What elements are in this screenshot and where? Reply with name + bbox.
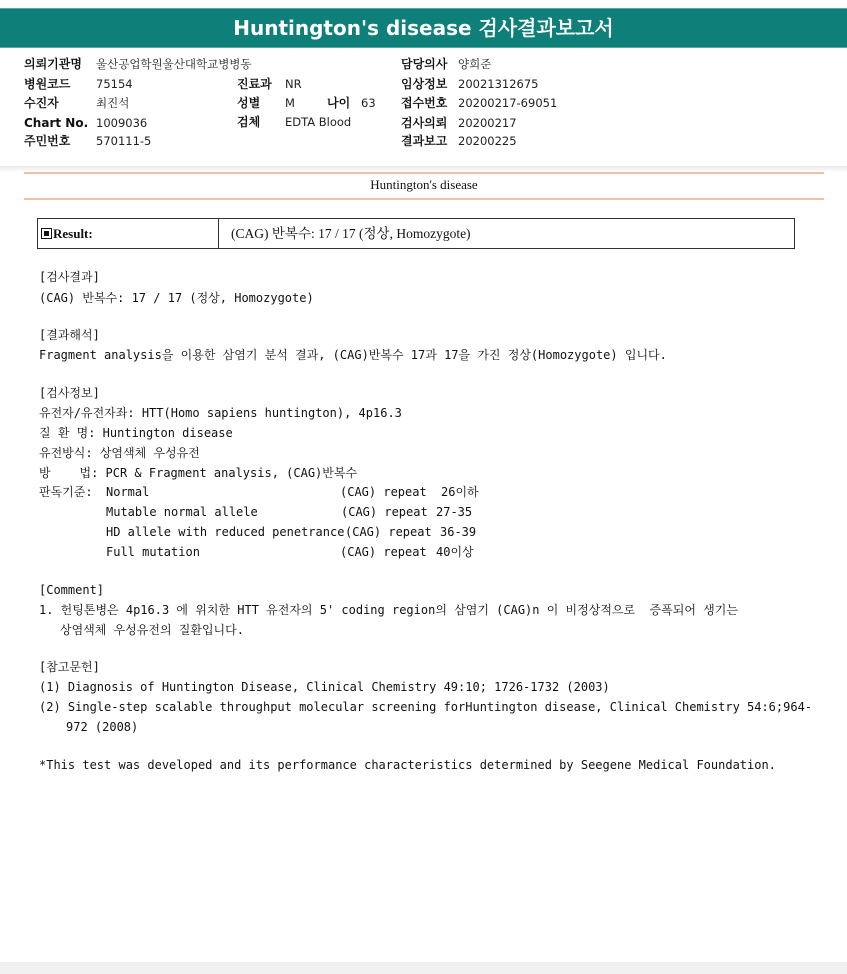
criteria-type: (CAG) repeat	[340, 485, 427, 499]
result-value: (CAG) 반복수: 17 / 17 (정상, Homozygote)	[231, 226, 471, 241]
reference-1: (1) Diagnosis of Huntington Disease, Clinical Chemistry 49:10; 1726-1732 (2003)	[39, 680, 610, 694]
report-subtitle: Huntington's disease	[370, 177, 478, 192]
field-hospital-code: 병원코드 75154	[24, 77, 133, 91]
field-resident-no: 주민번호 570111-5	[24, 134, 152, 148]
interpretation-text: Fragment analysis을 이용한 삼염기 분석 결과, (CAG)반복수 17과 17을 가진 정상(Homozygote) 입니다.	[39, 348, 667, 362]
field-report-date: 결과보고 20200225	[401, 134, 517, 148]
report-header	[0, 0, 847, 167]
criteria-range: 26이하	[441, 485, 479, 499]
result-label-cell: Result:	[38, 219, 219, 248]
criteria-name: HD allele with reduced penetrance	[106, 525, 345, 539]
section-heading-references: [참고문헌]	[39, 660, 100, 674]
info-disease: 질 환 명: Huntington disease	[39, 426, 233, 440]
info-inheritance: 유전방식: 상염색체 우성유전	[39, 446, 200, 460]
result-text: (CAG) 반복수: 17 / 17 (정상, Homozygote)	[39, 291, 314, 305]
info-gene: 유전자/유전자좌: HTT(Homo sapiens huntington), 4p16.3	[39, 406, 402, 420]
field-request-date: 검사의뢰 20200217	[401, 116, 517, 130]
criteria-type: (CAG) repeat	[345, 525, 432, 539]
reference-2: (2) Single-step scalable throughput molecular screening forHuntington disease, Clinical Chemistry 54:6;964-	[39, 700, 813, 714]
criteria-type: (CAG) repeat	[340, 545, 427, 559]
field-clinical-info: 임상정보 20021312675	[401, 77, 539, 91]
field-specimen: 검체 EDTA Blood	[237, 115, 352, 129]
bottom-strip	[0, 962, 847, 974]
field-department: 진료과 NR	[237, 77, 302, 91]
field-sex: 성별 M	[237, 96, 295, 110]
field-receipt-no: 접수번호 20200217-69051	[401, 96, 558, 110]
section-heading-interpretation: [결과해석]	[39, 328, 100, 342]
report-title-bar: Huntington's disease 검사결과보고서	[0, 8, 847, 48]
footnote: *This test was developed and its performance characteristics determined by Seegene Medical Foundation.	[39, 758, 776, 772]
bottom-rule	[24, 198, 824, 200]
comment-line-2: 상염색체 우성유전의 질환입니다.	[60, 623, 244, 637]
field-chart-no: Chart No. 1009036	[24, 116, 148, 130]
field-patient: 수진자 최진석	[24, 96, 130, 110]
field-age: 나이 63	[327, 96, 376, 110]
comment-line-1: 1. 헌팅톤병은 4p16.3 에 위치한 HTT 유전자의 5' coding region의 삼염기 (CAG)n 이 비정상적으로 증폭되어 생기는	[39, 603, 738, 617]
section-heading-comment: [Comment]	[39, 583, 105, 597]
field-doctor: 담당의사 양희준	[401, 57, 492, 71]
criteria-range: 27-35	[436, 505, 473, 519]
reference-2-cont: 972 (2008)	[66, 720, 139, 734]
criteria-range: 36-39	[440, 525, 477, 539]
criteria-name: Full mutation	[106, 545, 200, 559]
result-summary-box	[37, 218, 795, 249]
criteria-name: Mutable normal allele	[106, 505, 258, 519]
field-institution: 의뢰기관명 울산공업학원울산대학교병병동	[24, 57, 252, 71]
criteria-name: Normal	[106, 485, 150, 499]
section-heading-info: [검사정보]	[39, 386, 100, 400]
criteria-type: (CAG) repeat	[341, 505, 428, 519]
info-method: 방 법: PCR & Fragment analysis, (CAG)반복수	[39, 466, 358, 480]
section-heading-result: [검사결과]	[39, 270, 100, 284]
criteria-range: 40이상	[436, 545, 474, 559]
checked-box-icon	[41, 228, 52, 239]
info-criteria-label: 판독기준:	[39, 485, 93, 499]
top-rule	[24, 172, 824, 174]
